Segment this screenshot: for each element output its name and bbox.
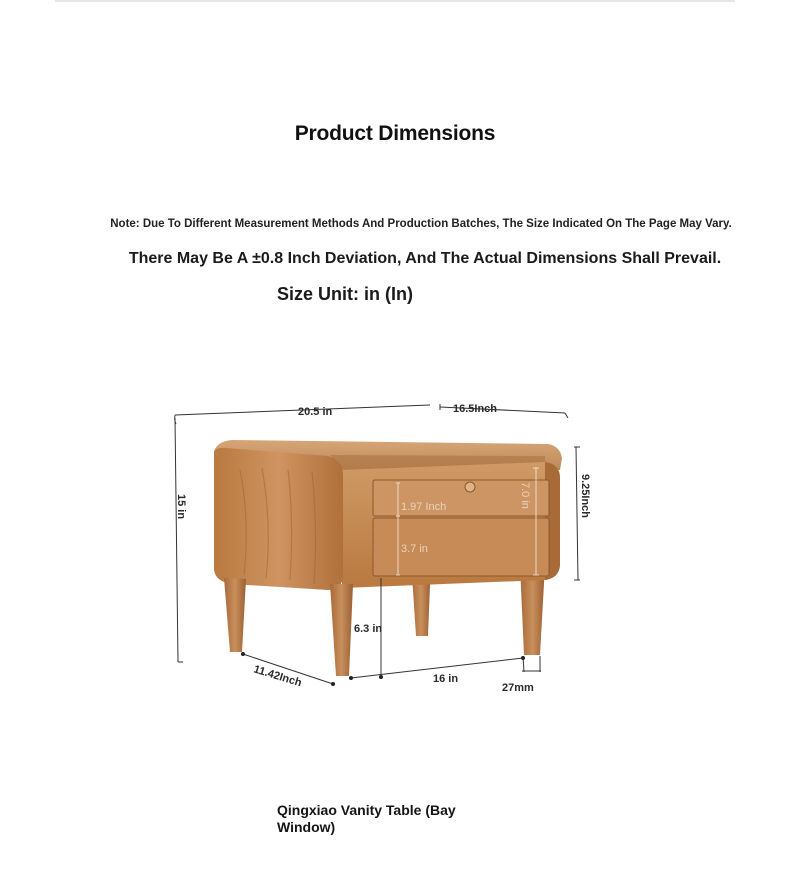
width-label: 20.5 in xyxy=(298,406,333,418)
left-side-panel xyxy=(214,448,343,590)
front-left-leg xyxy=(224,578,246,652)
page-title: Product Dimensions xyxy=(294,122,496,145)
drawer-height-label: 3.7 in xyxy=(401,543,428,555)
leg-span-label: 16 in xyxy=(433,673,459,685)
leg-depth-label: 11.42Inch xyxy=(252,663,304,690)
size-unit-label: Size Unit: in (In) xyxy=(277,284,413,304)
leg-height-label: 6.3 in xyxy=(354,623,383,635)
drawer-top-height-label: 1.97 Inch xyxy=(401,501,447,513)
height-label: 15 in xyxy=(175,494,187,520)
drawer-knob xyxy=(465,482,475,492)
bottom-drawer xyxy=(373,518,549,576)
measurement-note: Note: Due To Different Measurement Methods And Production Batches, The Size Indicated On The Page May Vary. xyxy=(110,218,732,230)
deviation-note: There May Be A ±0.8 Inch Deviation, And The Actual Dimensions Shall Prevail. xyxy=(128,250,722,267)
product-caption: Qingxiao Vanity Table (Bay Window) xyxy=(277,802,456,835)
front-right-leg xyxy=(330,584,353,676)
inner-height-label: 7.0 in xyxy=(519,482,531,509)
body-height-label: 9.25Inch xyxy=(579,474,591,519)
leg-diameter-label: 27mm xyxy=(502,682,534,694)
depth-top-label: 16.5Inch xyxy=(453,403,498,415)
